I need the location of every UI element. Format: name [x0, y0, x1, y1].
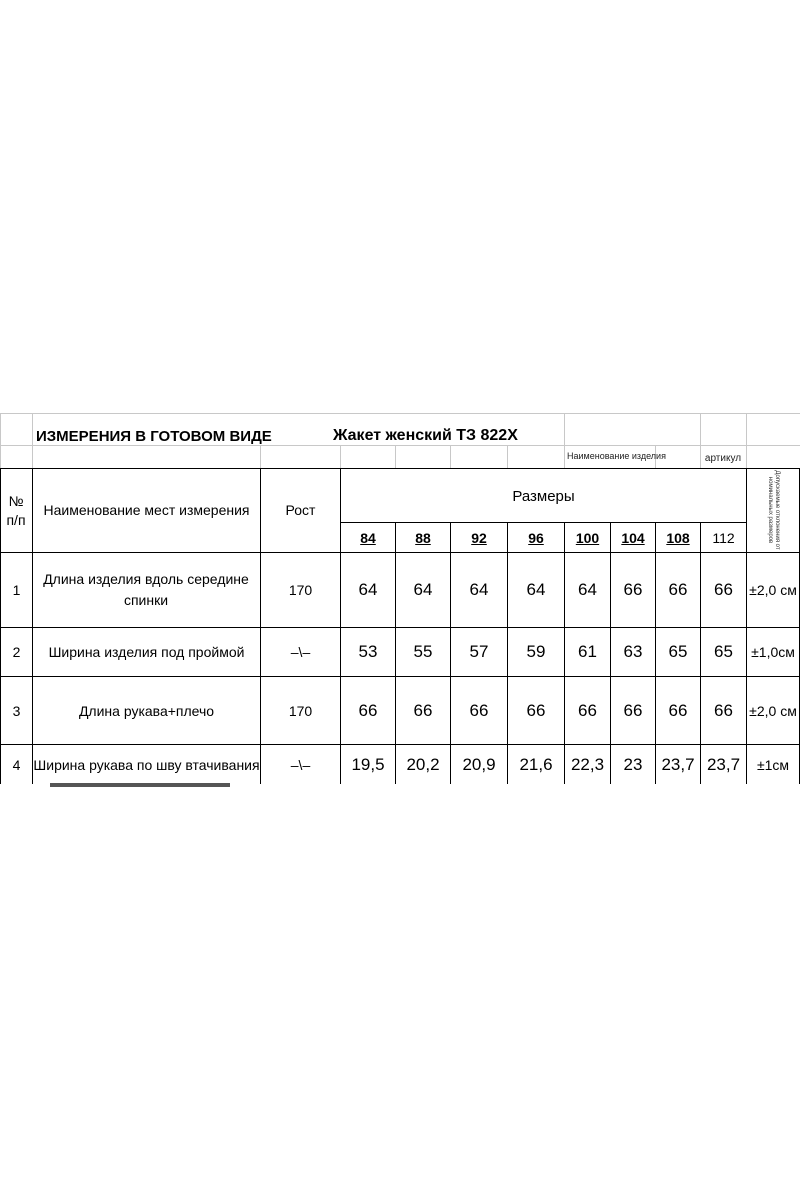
row-4-size-92: 20,9	[462, 755, 496, 774]
size-header-112: 112	[712, 529, 735, 546]
row-3-size-84: 66	[358, 700, 378, 720]
size-header-96: 96	[528, 529, 544, 546]
row-2-size-112: 65	[714, 642, 733, 661]
row-1-size-92: 64	[469, 580, 489, 599]
article-label: артикул	[704, 452, 742, 464]
sizes-title: Размеры	[512, 487, 575, 505]
row-3-name: Длина рукава+плечо	[78, 702, 215, 719]
cropped-image-edge	[50, 783, 230, 787]
row-3-number: 3	[12, 702, 21, 719]
row-1-number: 1	[12, 582, 21, 598]
row-3-size-92: 66	[469, 700, 489, 720]
size-header-92: 92	[471, 529, 487, 546]
row-3-size-96: 66	[526, 700, 546, 720]
row-3-size-104: 66	[623, 700, 643, 720]
row-1-size-112: 66	[714, 580, 733, 599]
row-1-size-88: 64	[413, 580, 433, 599]
size-header-84: 84	[360, 529, 376, 546]
row-2-size-84: 53	[358, 642, 378, 661]
row-2-name: Ширина изделия под проймой	[48, 644, 245, 660]
row-3-tolerance: ±2,0 см	[749, 702, 797, 719]
row-3-size-100: 66	[578, 700, 597, 720]
col-place-header: Наименование мест измерения	[43, 502, 250, 518]
row-2-size-104: 63	[623, 642, 643, 661]
row-2-size-108: 65	[668, 642, 688, 661]
size-header-100: 100	[575, 529, 600, 546]
row-4-size-112: 23,7	[706, 755, 741, 774]
size-header-108: 108	[666, 529, 690, 546]
row-2-height: –\–	[290, 644, 311, 660]
row-3-size-112: 66	[714, 700, 733, 720]
row-4-name: Ширина рукава по шву втачивания	[33, 757, 260, 773]
row-2-size-88: 55	[413, 642, 433, 661]
row-1-size-104: 66	[623, 580, 643, 599]
row-2-size-92: 57	[469, 642, 489, 661]
row-4-number: 4	[12, 757, 21, 773]
row-3-size-108: 66	[668, 700, 688, 720]
row-1-size-84: 64	[358, 580, 378, 599]
row-4-size-88: 20,2	[406, 755, 440, 774]
row-4-tolerance: ±1см	[756, 757, 790, 773]
size-header-104: 104	[621, 529, 645, 546]
row-1-height: 170	[288, 582, 313, 598]
row-2-number: 2	[12, 644, 21, 660]
col-height-header: Рост	[285, 502, 316, 518]
row-4-size-104: 23	[623, 755, 643, 774]
row-3-size-88: 66	[413, 700, 433, 720]
row-1-size-96: 64	[526, 580, 546, 599]
product-name-label: Наименование изделия	[567, 451, 666, 461]
row-1-name: Длина изделия вдоль середине спинки	[43, 571, 249, 608]
col-tolerance-header	[748, 470, 798, 550]
size-header-88: 88	[415, 529, 431, 546]
product-title: Жакет женский ТЗ 822Х	[333, 427, 518, 444]
row-4-size-96: 21,6	[519, 755, 553, 774]
row-4-size-84: 19,5	[351, 755, 385, 774]
tolerance-header-text: Допускаемые отклонения от номинальных размеров	[767, 470, 780, 550]
row-4-size-108: 23,7	[661, 755, 695, 774]
row-2-size-100: 61	[578, 642, 597, 661]
row-1-tolerance: ±2,0 см	[749, 582, 797, 598]
row-1-size-100: 64	[578, 580, 597, 599]
row-2-size-96: 59	[526, 642, 546, 661]
row-1-size-108: 66	[668, 580, 688, 599]
row-2-tolerance: ±1,0см	[751, 644, 795, 660]
row-4-size-100: 22,3	[570, 755, 605, 774]
row-3-height: 170	[288, 702, 313, 719]
col-number-header: № п/п	[6, 493, 26, 528]
row-4-height: –\–	[290, 757, 311, 773]
section-title: ИЗМЕРЕНИЯ В ГОТОВОМ ВИДЕ	[36, 427, 272, 445]
